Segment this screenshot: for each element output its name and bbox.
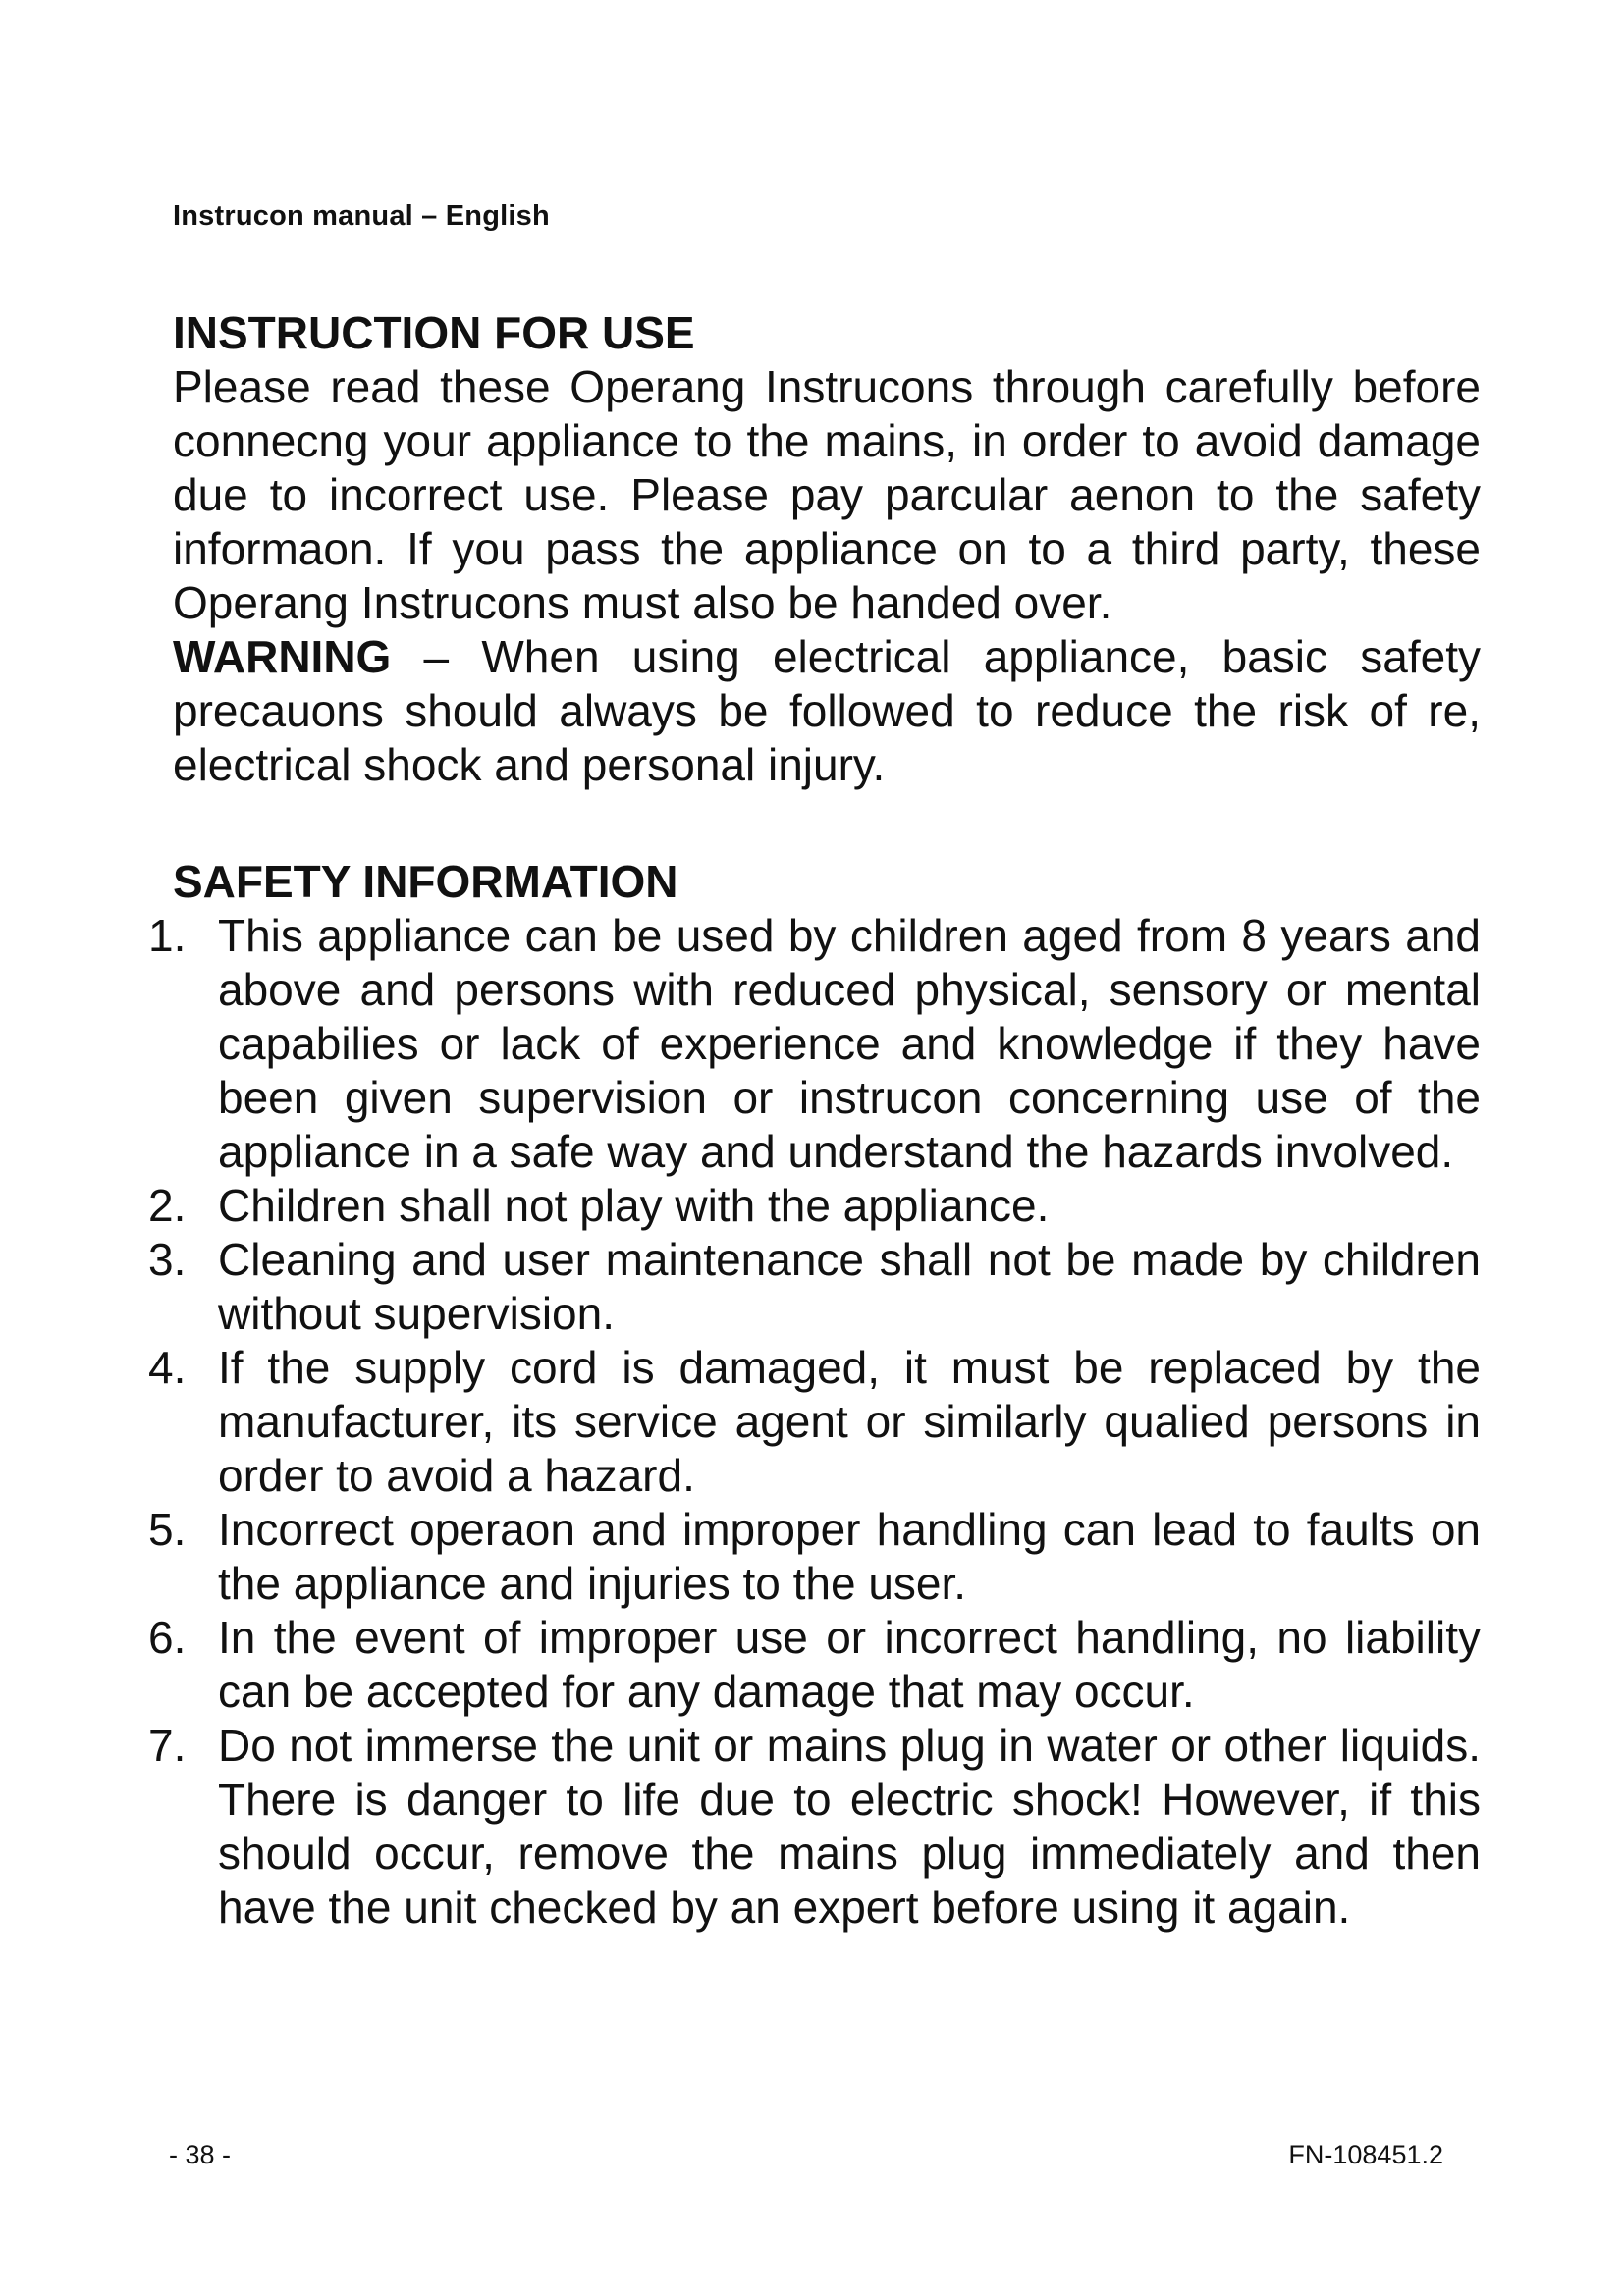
list-item xyxy=(148,1503,1481,1611)
document-code: FN-108451.2 xyxy=(1288,2140,1443,2169)
instruction-paragraph: Please read these Operang Instrucons through carefully before connecng your appliance to the mains, in order to avoid damage due to incorrect use. Please pay parcular aenon to the safety informaon. If you pass the appliance on to a third party, these Operang Instrucons must also be handed over. xyxy=(173,361,1481,628)
list-item-number: 5. xyxy=(148,1504,187,1555)
list-item xyxy=(148,1341,1481,1503)
warning-paragraph xyxy=(173,630,1481,792)
list-item-text: Cleaning and user maintenance shall not be made by children without supervision. xyxy=(218,1234,1481,1339)
section-spacer xyxy=(173,792,1481,855)
page-number: - 38 - xyxy=(169,2140,232,2169)
list-item xyxy=(148,1719,1481,1935)
running-header: Instrucon manual – English xyxy=(173,200,550,232)
list-item-text: Do not immerse the unit or mains plug in water or other liquids. There is danger to life due to electric shock! However, if this should occur, remove the mains plug immediately and then have the unit checked by an expert before using it again. xyxy=(218,1720,1481,1933)
safety-list xyxy=(148,909,1481,1935)
list-item-text: Children shall not play with the appliance. xyxy=(218,1180,1050,1231)
warning-text: – When using electrical appliance, basic safety precauons should always be followed to reduce the risk of re, electrical shock and personal injury. xyxy=(173,631,1481,790)
list-item xyxy=(148,909,1481,1179)
list-item-text: Incorrect operaon and improper handling can lead to faults on the appliance and injuries to the user. xyxy=(218,1504,1481,1609)
page-content xyxy=(148,306,1481,1935)
list-item-number: 3. xyxy=(148,1234,187,1285)
list-item-text: In the event of improper use or incorrect handling, no liability can be accepted for any damage that may occur. xyxy=(218,1612,1481,1717)
list-item-number: 1. xyxy=(148,910,187,961)
list-item-number: 4. xyxy=(148,1342,187,1393)
warning-label: WARNING xyxy=(173,631,392,682)
list-item-text: If the supply cord is damaged, it must be replaced by the manufacturer, its service agent or similarly qualied persons in order to avoid a hazard. xyxy=(218,1342,1481,1501)
list-item-text: This appliance can be used by children aged from 8 years and above and persons with reduced physical, sensory or mental capabilies or lack of experience and knowledge if they have been given supervision or instrucon concerning use of the appliance in a safe way and understand the hazards involved. xyxy=(218,910,1481,1177)
instruction-heading: INSTRUCTION FOR USE xyxy=(173,307,695,358)
safety-heading: SAFETY INFORMATION xyxy=(173,856,678,907)
list-item-number: 2. xyxy=(148,1180,187,1231)
list-item-number: 6. xyxy=(148,1612,187,1663)
list-item xyxy=(148,1179,1481,1233)
list-item-number: 7. xyxy=(148,1720,187,1771)
list-item xyxy=(148,1233,1481,1341)
list-item xyxy=(148,1611,1481,1719)
